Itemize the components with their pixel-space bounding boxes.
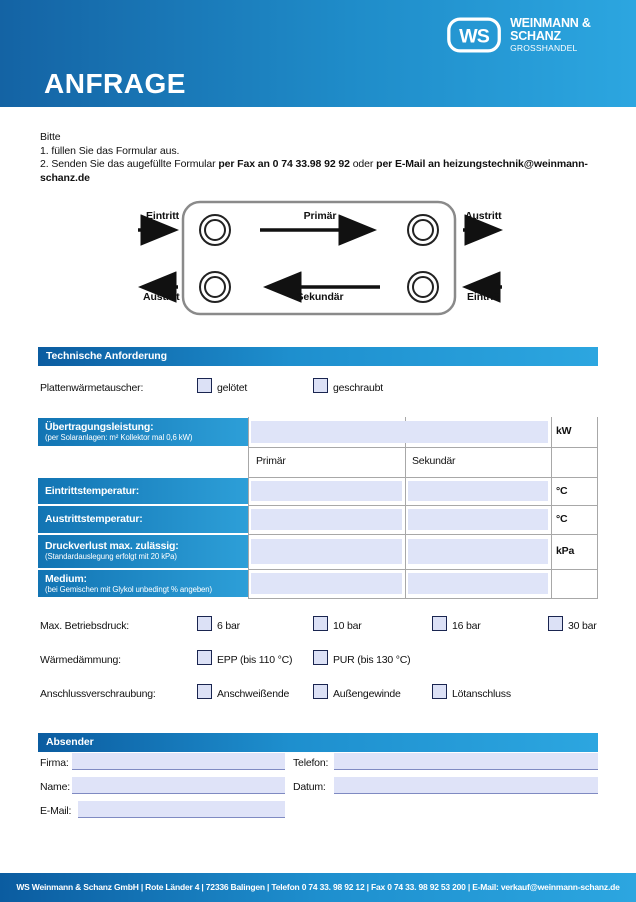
checkbox-loetanschluss[interactable] (432, 684, 447, 699)
table-gridline (405, 417, 406, 598)
input-austrittstemperatur-sekundaer[interactable] (408, 509, 548, 530)
input-druckverlust-primaer[interactable] (251, 539, 402, 564)
checkbox-geschraubt[interactable] (313, 378, 328, 393)
checkbox-10bar[interactable] (313, 616, 328, 631)
svg-text:WS: WS (459, 25, 489, 48)
table-gridline (597, 417, 598, 598)
page-title: ANFRAGE (44, 68, 186, 99)
fax-contact: per Fax an 0 74 33.98 92 92 (218, 158, 350, 170)
logo-text (510, 17, 636, 53)
table-gridline (248, 569, 598, 570)
checkbox-30bar-label: 30 bar (568, 620, 597, 632)
input-medium-sekundaer[interactable] (408, 573, 548, 594)
input-eintrittstemperatur-sekundaer[interactable] (408, 481, 548, 501)
diagram-label-outlet-primary: Austritt (465, 210, 502, 222)
row-label-austrittstemperatur: Austrittstemperatur: (38, 506, 248, 533)
table-gridline (248, 477, 598, 478)
checkbox-geschraubt-label: geschraubt (333, 382, 383, 394)
input-austrittstemperatur-primaer[interactable] (251, 509, 402, 530)
checkbox-pur-label: PUR (bis 130 °C) (333, 654, 411, 666)
diagram-label-outlet-secondary: Austritt (143, 291, 180, 303)
diagram-label-inlet-secondary: Eintritt (467, 291, 501, 303)
checkbox-16bar[interactable] (432, 616, 447, 631)
footer-contact-bar: WS Weinmann & Schanz GmbH | Rote Länder 4 | 72336 Balingen | Telefon 0 74 33. 98 92 12 | Fax 0 74 33. 98 92 53 200 | E-Mail: verkauf@weinmann-schanz.de (0, 873, 636, 902)
unit-celsius-2: °C (556, 513, 568, 525)
checkbox-anschweissende[interactable] (197, 684, 212, 699)
column-header-sekundaer: Sekundär (412, 455, 456, 467)
firma-input[interactable] (72, 753, 285, 770)
input-medium-primaer[interactable] (251, 573, 402, 594)
datum-label: Datum: (293, 781, 326, 793)
email-input[interactable] (78, 801, 285, 818)
row-label-druckverlust: Druckverlust max. zulässig: (Standardauslegung erfolgt mit 20 kPa) (38, 535, 248, 568)
section-header-sender: Absender (38, 733, 598, 752)
intro-line-2: 1. füllen Sie das Formular aus. (40, 144, 180, 157)
exchanger-type-label: Plattenwärmetauscher: (40, 382, 144, 394)
logo-company-name: WEINMANN & SCHANZ (510, 16, 591, 43)
checkbox-geloetet[interactable] (197, 378, 212, 393)
betriebsdruck-label: Max. Betriebsdruck: (40, 620, 129, 632)
column-header-primaer: Primär (256, 455, 286, 467)
section-header-technical: Technische Anforderung (38, 347, 598, 366)
checkbox-geloetet-label: gelötet (217, 382, 248, 394)
table-gridline (248, 417, 249, 598)
checkbox-epp-label: EPP (bis 110 °C) (217, 654, 293, 666)
company-logo (446, 14, 636, 56)
checkbox-30bar[interactable] (548, 616, 563, 631)
ws-logo-icon (446, 14, 502, 56)
intro-instructions (40, 131, 636, 185)
datum-input[interactable] (334, 777, 598, 794)
parameters-table (38, 417, 598, 598)
telefon-label: Telefon: (293, 757, 329, 769)
row-label-uebertragungsleistung: Übertragungsleistung: (per Solaranlagen: m² Kollektor mal 0,6 kW) (38, 418, 248, 446)
row-label-eintrittstemperatur: Eintrittstemperatur: (38, 478, 248, 504)
anschluss-label: Anschlussverschraubung: (40, 688, 156, 700)
checkbox-10bar-label: 10 bar (333, 620, 362, 632)
name-label: Name: (40, 781, 70, 793)
input-uebertragungsleistung[interactable] (251, 421, 548, 443)
telefon-input[interactable] (334, 753, 598, 770)
waermedaemmung-label: Wärmedämmung: (40, 654, 121, 666)
unit-kw: kW (556, 425, 572, 437)
checkbox-anschweissende-label: Anschweißende (217, 688, 290, 700)
firma-label: Firma: (40, 757, 69, 769)
checkbox-aussengewinde[interactable] (313, 684, 328, 699)
table-gridline (248, 447, 598, 448)
table-gridline (248, 534, 598, 535)
email-contact: per E-Mail an heizungstechnik@weinmann-schanz.de (40, 158, 588, 184)
intro-line-3: 2. Senden Sie das augefüllte Formular per Fax an 0 74 33.98 92 92 oder per E-Mail an heizungstechnik@weinmann-schanz.de (40, 158, 588, 184)
table-gridline (248, 505, 598, 506)
input-eintrittstemperatur-primaer[interactable] (251, 481, 402, 501)
name-input[interactable] (72, 777, 285, 794)
diagram-label-secondary: Sekundär (296, 291, 344, 303)
checkbox-loetanschluss-label: Lötanschluss (452, 688, 511, 700)
checkbox-pur[interactable] (313, 650, 328, 665)
diagram-label-inlet-primary: Eintritt (146, 210, 180, 222)
table-gridline (551, 417, 552, 598)
checkbox-6bar-label: 6 bar (217, 620, 240, 632)
intro-line-1: Bitte (40, 131, 61, 143)
unit-kpa: kPa (556, 545, 575, 557)
diagram-label-primary: Primär (303, 210, 337, 222)
header-banner (0, 0, 636, 107)
row-label-medium: Medium: (bei Gemischen mit Glykol unbedingt % angeben) (38, 570, 248, 597)
checkbox-aussengewinde-label: Außengewinde (333, 688, 401, 700)
checkbox-6bar[interactable] (197, 616, 212, 631)
checkbox-epp[interactable] (197, 650, 212, 665)
logo-subtitle: GROSSHANDEL (510, 43, 578, 53)
unit-celsius-1: °C (556, 485, 568, 497)
input-druckverlust-sekundaer[interactable] (408, 539, 548, 564)
email-label: E-Mail: (40, 805, 72, 817)
checkbox-16bar-label: 16 bar (452, 620, 481, 632)
table-gridline (248, 598, 598, 599)
